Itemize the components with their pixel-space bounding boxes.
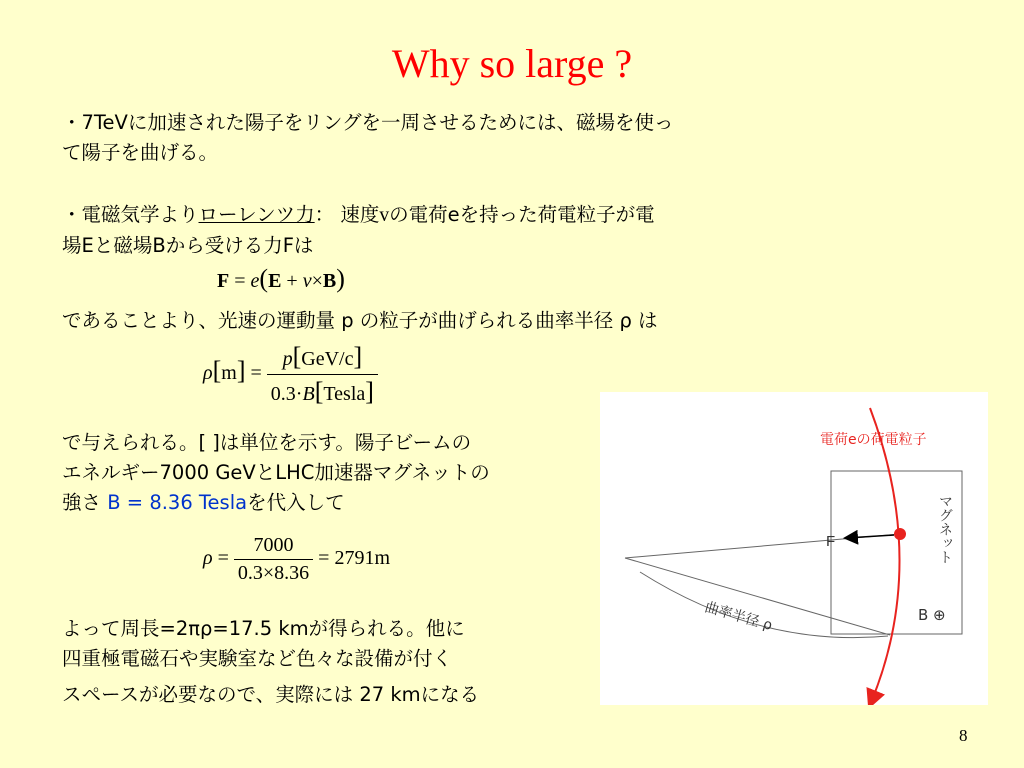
conclusion-line-2: 四重極電磁石や実験室など色々な設備が付く bbox=[62, 647, 453, 670]
subst-line-3 bbox=[62, 488, 490, 518]
formula-rparen: ) bbox=[336, 264, 345, 293]
lorentz-text-a: ・電磁気学より bbox=[62, 203, 199, 226]
intro-line-1: ・7TeVに加速された陽子をリングを一周させるためには、磁場を使っ bbox=[62, 111, 674, 134]
calc-fraction bbox=[234, 534, 313, 585]
paragraph-lorentz bbox=[62, 200, 655, 261]
formula-eq: = bbox=[229, 270, 251, 292]
rho-unit: m bbox=[221, 362, 237, 385]
formula-v: v bbox=[302, 270, 312, 292]
formula-F: F bbox=[217, 270, 230, 292]
conclusion-line-3: スペースが必要なので、実際には 27 kmになる bbox=[62, 683, 480, 706]
paragraph-conclusion bbox=[62, 614, 479, 710]
calc-rho: ρ bbox=[203, 547, 213, 570]
subst-line-2: エネルギー7000 GeVとLHC加速器マグネットの bbox=[62, 461, 490, 484]
subst-line-1: で与えられる。[ ]は単位を示す。陽子ビームの bbox=[62, 431, 472, 454]
lorentz-line-1 bbox=[62, 200, 655, 231]
magnet-label: マグネット bbox=[937, 494, 953, 564]
page-number: 8 bbox=[959, 726, 968, 745]
force-arrow bbox=[846, 535, 894, 538]
bending-diagram bbox=[600, 392, 988, 705]
rho-num-lbracket: [ bbox=[292, 342, 302, 371]
formula-rho bbox=[203, 342, 378, 407]
rho-den-lbracket: [ bbox=[314, 377, 324, 406]
particle-trajectory bbox=[870, 408, 900, 700]
subst-text-c: を代入して bbox=[247, 491, 345, 514]
formula-lparen: ( bbox=[259, 264, 269, 293]
bending-diagram-svg bbox=[600, 392, 988, 705]
rho-den-coef: 0.3· bbox=[270, 383, 303, 405]
formula-calc bbox=[203, 534, 390, 585]
calc-denominator: 0.3×8.36 bbox=[237, 562, 310, 584]
rho-fraction bbox=[267, 342, 378, 407]
formula-plus: + bbox=[281, 270, 303, 292]
formula-B: B bbox=[322, 270, 337, 292]
lorentz-force-link[interactable]: ローレンツ力 bbox=[198, 203, 315, 226]
rho-unit-lbracket: [ bbox=[212, 356, 222, 386]
rho-num-p: p bbox=[282, 348, 293, 370]
rho-den-unit: Tesla bbox=[323, 383, 366, 405]
radius-label: 曲率半径 ρ bbox=[702, 599, 774, 634]
paragraph-substitution bbox=[62, 428, 490, 518]
intro-line-2: て陽子を曲げる。 bbox=[62, 141, 219, 164]
slide-title: Why so large ? bbox=[391, 41, 633, 86]
magnetic-field-value: B = 8.36 Tesla bbox=[107, 491, 248, 514]
calc-eq1: = bbox=[212, 547, 234, 570]
field-label: B ⊕ bbox=[918, 606, 946, 624]
rho-den-rbracket: ] bbox=[365, 377, 374, 406]
force-label: F bbox=[826, 533, 836, 550]
rho-unit-rbracket: ] bbox=[236, 356, 246, 386]
lorentz-line-2: 場Eと磁場Bから受ける力Fは bbox=[62, 234, 314, 257]
formula-E: E bbox=[268, 270, 282, 292]
rho-denominator bbox=[267, 375, 378, 407]
conclusion-line-1: よって周長=2πρ=17.5 kmが得られる。他に bbox=[62, 617, 465, 640]
lorentz-text-c: の電荷eを持った荷電粒子が電 bbox=[389, 203, 655, 226]
paragraph-radius: であることより、光速の運動量 p の粒子が曲げられる曲率半径 ρ は bbox=[62, 309, 658, 332]
formula-lorentz bbox=[217, 264, 345, 294]
rho-num-rbracket: ] bbox=[353, 342, 363, 371]
formula-times: × bbox=[311, 270, 323, 292]
particle-dot bbox=[894, 528, 906, 540]
calc-result: 2791m bbox=[334, 547, 391, 570]
calc-eq2: = bbox=[318, 547, 335, 570]
lorentz-text-b: ： 速度 bbox=[314, 203, 380, 226]
rho-numerator bbox=[267, 342, 378, 375]
rho-num-unit: GeV/c bbox=[301, 348, 354, 370]
particle-label: 電荷eの荷電粒子 bbox=[820, 432, 927, 448]
formula-e: e bbox=[250, 270, 260, 292]
calc-numerator: 7000 bbox=[234, 534, 313, 560]
rho-equals: = bbox=[250, 362, 262, 385]
rho-den-B: B bbox=[302, 383, 315, 405]
subst-text-a: 強さ bbox=[62, 491, 108, 514]
paragraph-intro bbox=[62, 108, 673, 168]
lorentz-velocity-symbol: v bbox=[379, 205, 390, 226]
rho-symbol: ρ bbox=[203, 362, 213, 385]
